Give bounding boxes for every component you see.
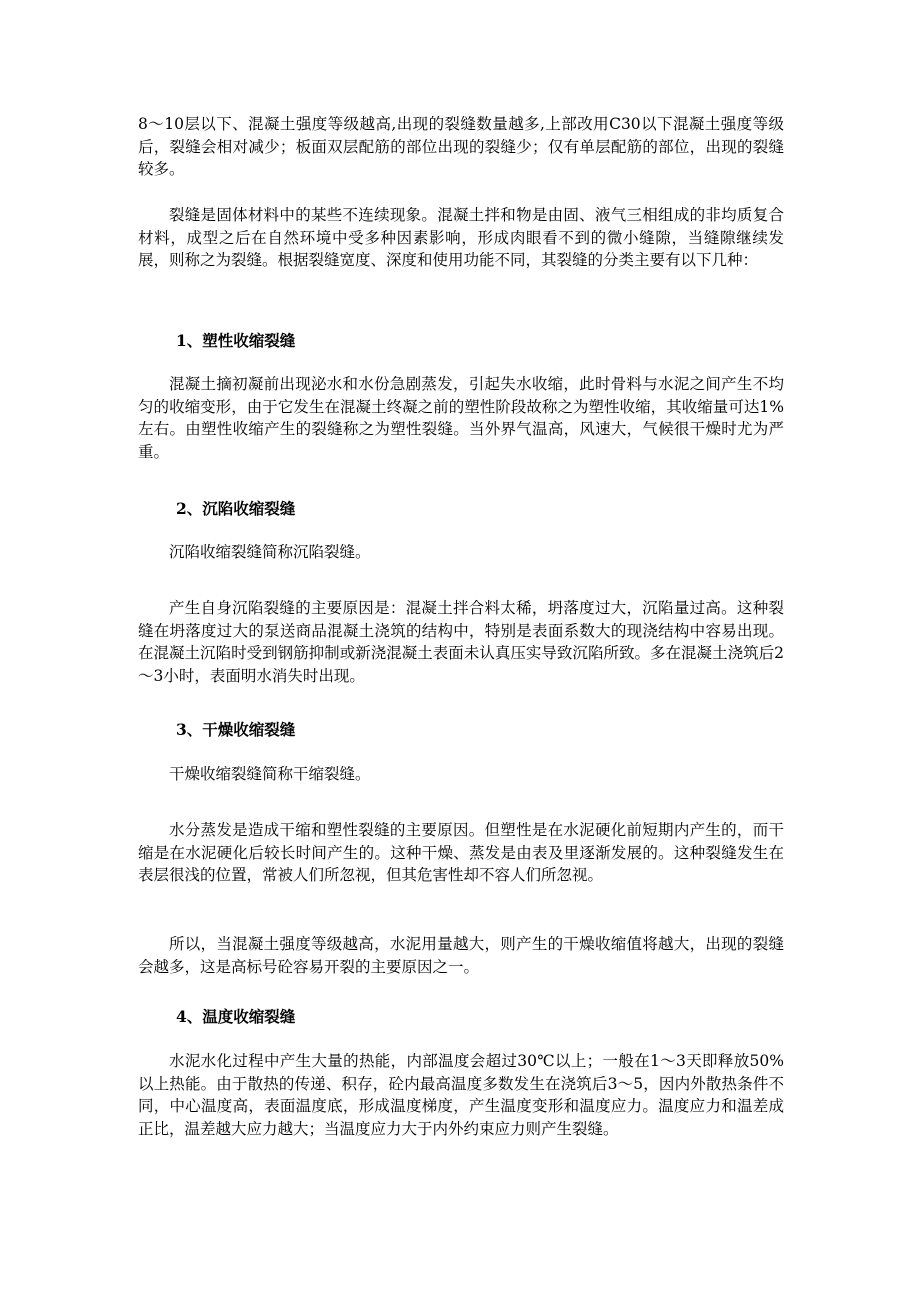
paragraph-drying-causes: 水分蒸发是造成干缩和塑性裂缝的主要原因。但塑性是在水泥硬化前短期内产生的，而干缩是在水泥硬化后较长时间产生的。这种干燥、蒸发是由表及里逐渐发展的。这种裂缝发生在表层很浅的位置，常被人们所忽视，但其危害性却不容人们所忽视。 (138, 821, 784, 884)
document-page (138, 0, 784, 1302)
heading-drying-shrinkage: 3、干燥收缩裂缝 (176, 720, 296, 739)
paragraph-crack-definition: 裂缝是固体材料中的某些不连续现象。混凝土拌和物是由固、液气三相组成的非均质复合材料，成型之后在自然环境中受多种因素影响，形成肉眼看不到的微小缝隙，当缝隙继续发展，则称之为裂缝。根据裂缝宽度、深度和使用功能不同，其裂缝的分类主要有以下几种： (138, 206, 784, 269)
paragraph-drying-conclusion: 所以，当混凝土强度等级越高，水泥用量越大，则产生的干燥收缩值将越大，出现的裂缝会越多，这是高标号砼容易开裂的主要原因之一。 (138, 935, 784, 976)
heading-settlement-shrinkage: 2、沉陷收缩裂缝 (176, 499, 296, 518)
paragraph-temperature-causes: 水泥水化过程中产生大量的热能，内部温度会超过30℃以上；一般在1～3天即释放50%以上热能。由于散热的传递、积存，砼内最高温度多数发生在浇筑后3～5，因内外散热条件不同，中心温度高，表面温度底，形成温度梯度，产生温度变形和温度应力。温度应力和温差成正比，温差越大应力越大；当温度应力大于内外约束应力则产生裂缝。 (138, 1052, 784, 1138)
paragraph-plastic-shrinkage: 混凝土摘初凝前出现泌水和水份急剧蒸发，引起失水收缩，此时骨料与水泥之间产生不均匀的收缩变形，由于它发生在混凝土终凝之前的塑性阶段故称之为塑性收缩，其收缩量可达1%左右。由塑性收缩产生的裂缝称之为塑性裂缝。当外界气温高，风速大，气候很干燥时尤为严重。 (138, 375, 784, 461)
paragraph-floor-cracks: 8～10层以下、混凝土强度等级越高,出现的裂缝数量越多,上部改用C30以下混凝土强度等级后，裂缝会相对减少；板面双层配筋的部位出现的裂缝少；仅有单层配筋的部位，出现的裂缝较多。 (138, 115, 784, 178)
paragraph-drying-short: 干燥收缩裂缝简称干缩裂缝。 (169, 765, 371, 783)
heading-temperature-shrinkage: 4、温度收缩裂缝 (176, 1007, 296, 1026)
paragraph-settlement-causes: 产生自身沉陷裂缝的主要原因是：混凝土拌合料太稀，坍落度过大，沉陷量过高。这种裂缝在坍落度过大的泵送商品混凝土浇筑的结构中，特别是表面系数大的现浇结构中容易出现。在混凝土沉陷时受到钢筋抑制或新浇混凝土表面未认真压实导致沉陷所致。多在混凝土浇筑后2～3小时，表面明水消失时出现。 (138, 599, 784, 685)
heading-plastic-shrinkage: 1、塑性收缩裂缝 (176, 331, 296, 350)
paragraph-settlement-short: 沉陷收缩裂缝简称沉陷裂缝。 (169, 543, 371, 561)
